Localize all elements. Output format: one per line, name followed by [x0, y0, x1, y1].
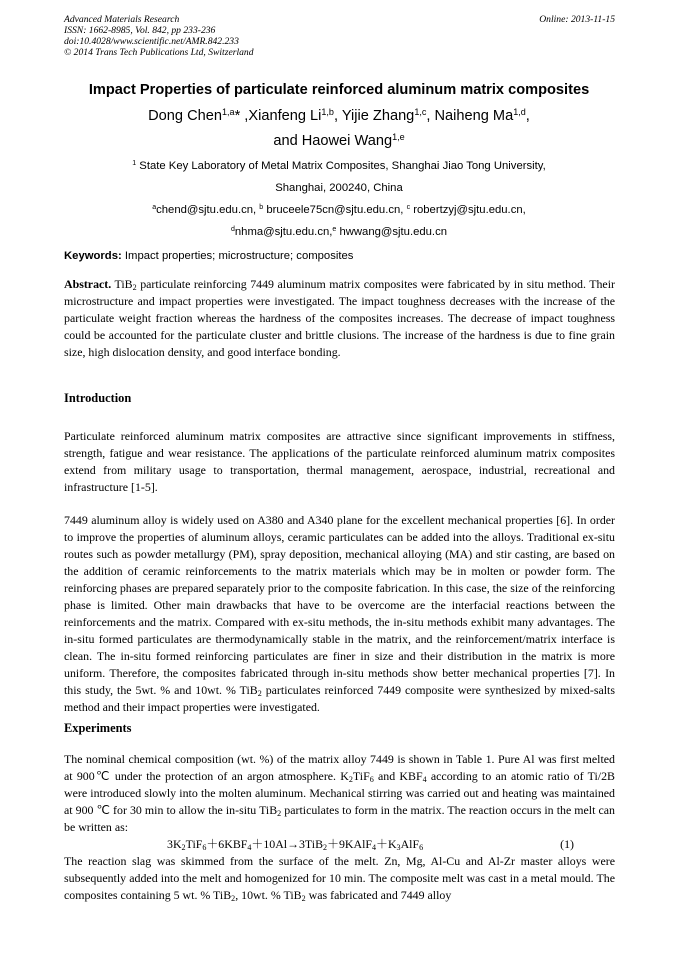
- author-affil-mark: 1,e: [392, 132, 405, 143]
- online-date: Online: 2013-11-15: [539, 14, 615, 25]
- journal-issn: ISSN: 1662-8985, Vol. 842, pp 233-236: [64, 25, 216, 36]
- email-address: bruceele75cn@sjtu.edu.cn: [266, 204, 401, 216]
- email-line: $^a$chend@sjtu.edu.cn, $^b$ bruceele75cn@sjtu.edu.cn, $^c$ robertzyj@sjtu.edu.cn,: [152, 204, 526, 216]
- email-line: $^d$nhma@sjtu.edu.cn,$^e$ hwwang@sjtu.edu.cn: [230, 226, 448, 238]
- author-name: Xianfeng Li: [248, 108, 322, 124]
- author-affil-mark: 1,d: [513, 107, 526, 118]
- corresponding-mark: *: [234, 108, 241, 124]
- keywords: [64, 250, 616, 262]
- paper-title: Impact Properties of particulate reinforced aluminum matrix composites: [88, 82, 590, 98]
- affiliation-line: $^1$ State Key Laboratory of Metal Matrix Composites, Shanghai Jiao Tong University,: [132, 160, 546, 172]
- affiliation-block: [40, 155, 638, 243]
- paragraph: 7449 aluminum alloy is widely used on A380 and A340 plane for the excellent mechanical properties [6]. In order to improve the properties of aluminum alloys, ceramic particulates can be added into the alloys. Traditional ex-situ routes such as powder metallurgy (PM), spray deposition, mechanical alloying (MA) and stir casting, are based on the addition of ceramic reinforcements to the matrix materials which may be in molten or powder form. The reinforcing phases are prepared separately prior to the composite fabrication. In this case, the size of the reinforcing phase is limited. Other main drawbacks that have to be overcome are the interfacial reactions between the reinforcements and the matrix. Compared with ex-situ methods, the in-situ methods exhibit many advantages. The in-situ formed particulates are thermodynamically stable in the matrix, and the reinforcement/matrix interface is clean. The in-situ formed reinforcing particulates are finer in size and their distribution in the matrix is more uniform. Therefore, the composites fabricated through in-situ methods show better mechanical properties [7]. In this study, the 5wt. % and 10wt. % TiB$_2$ particulates reinforced 7449 composite were synthesized by mixed-salts method and their impact properties were investigated.: [64, 513, 615, 714]
- keywords-text: Impact properties; microstructure; composites: [124, 250, 354, 262]
- abstract: Abstract. TiB$_2$ particulate reinforcing 7449 aluminum matrix composites were fabricated by in situ method. Their microstructure and impact properties were investigated. The impact toughness decreases with the increase of the particulate weight fraction whereas the hardness of the composites increases. The decrease of impact toughness could be accounted for the particulate cluster and brittle clusions. The increase of the hardness is due to fine grain size, high dislocation density, and good interface bonding.: [64, 277, 615, 359]
- paragraph: The reaction slag was skimmed from the surface of the melt. Zn, Mg, Al-Cu and Al-Zr master alloys were subsequently added into the melt and homogenized for 10 min. The composite melt was cast in a metal mould. The composites containing 5 wt. % TiB$_2$, 10wt. % TiB$_2$ was fabricated and 7449 alloy: [64, 854, 615, 903]
- reaction-equation: $3K_2TiF_6+6KBF_4+10Al\to 3TiB_2+9KAlF_4+K_3AlF_6$: [167, 837, 424, 852]
- section-heading-experiments: Experiments: [64, 721, 132, 735]
- email-address: chend@sjtu.edu.cn: [156, 204, 254, 216]
- author-name: Dong Chen: [148, 108, 222, 124]
- email-address: hwwang@sjtu.edu.cn: [339, 226, 448, 238]
- paragraph: The nominal chemical composition (wt. %) of the matrix alloy 7449 is shown in Table 1. Pure Al was first melted at 900℃ under the protection of an argon atmosphere. $K_2TiF_6$ and $KBF_4$ according to an atomic ratio of Ti/2B were introduced slowly into the molten aluminum. Mechanical stirring was carried out and heating was maintained at 900 ℃ for 30 min to allow the in-situ TiB$_2$ particulates to form in the matrix. The reaction occurs in the melt can be written as:: [64, 752, 615, 834]
- author-name: Naiheng Ma: [434, 108, 514, 124]
- equation-1: [64, 836, 615, 853]
- journal-name: Advanced Materials Research: [64, 14, 180, 25]
- email-address: robertzyj@sjtu.edu.cn: [413, 204, 523, 216]
- section-heading-introduction: Introduction: [64, 391, 132, 405]
- author-name: Haowei Wang: [301, 133, 393, 149]
- author-affil-mark: 1,a: [221, 107, 235, 118]
- author-name: Yijie Zhang: [341, 108, 415, 124]
- journal-copyright: © 2014 Trans Tech Publications Ltd, Switzerland: [64, 47, 254, 58]
- email-address: nhma@sjtu.edu.cn: [234, 226, 330, 238]
- abstract-label: Abstract.: [64, 277, 112, 291]
- keywords-label: Keywords:: [64, 250, 122, 262]
- experiments-text: [64, 751, 615, 904]
- journal-doi: doi:10.4028/www.scientific.net/AMR.842.233: [64, 36, 239, 47]
- author-affil-mark: 1,b: [321, 107, 334, 118]
- author-list: Dong Chen$^{1,a}$* ,Xianfeng Li$^{1,b}$, Yijie Zhang$^{1,c}$, Naiheng Ma$^{1,d}$, and Haowei Wang$^{1,e}$: [148, 107, 530, 149]
- journal-header: [64, 14, 254, 58]
- author-affil-mark: 1,c: [414, 107, 427, 118]
- affiliation-line: Shanghai, 200240, China: [275, 182, 403, 194]
- equation-number: (1): [560, 837, 574, 851]
- paragraph: Particulate reinforced aluminum matrix composites are attractive since significant improvements in stiffness, strength, fatigue and wear resistance. The applications of the particulate reinforced aluminum matrix composites extend from military usage to transportation, thermal management, aerospace, industrial, recreational and infrastructure [1-5].: [64, 429, 615, 494]
